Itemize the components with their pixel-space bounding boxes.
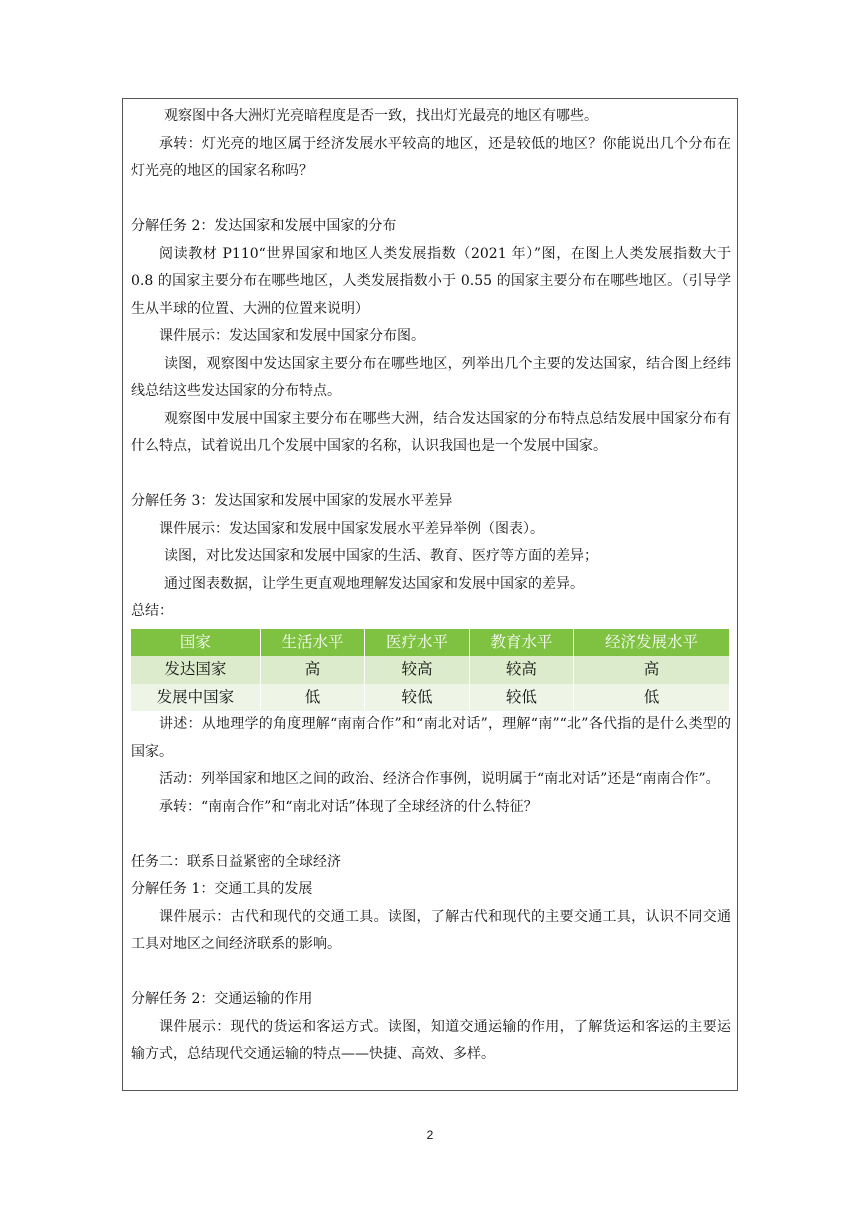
paragraph-task2-reading: 阅读教材 P110“世界国家和地区人类发展指数（2021 年）”图，在图上人类发展指数大于 0.8 的国家主要分布在哪些地区，人类发展指数小于 0.55 的国家主要分布在哪些地区。（引导学生从半球的位置、大洲的位置来说明） — [131, 245, 731, 317]
heading-task-2: 分解任务 2：发达国家和发展中国家的分布 — [131, 218, 397, 234]
paragraph-observe-lights: 观察图中各大洲灯光亮暗程度是否一致，找出灯光最亮的地区有哪些。 — [164, 108, 598, 124]
page-number: 2 — [426, 1128, 434, 1142]
table-cell: 低 — [574, 684, 730, 712]
table-header-cell: 国家 — [131, 629, 260, 657]
table-cell: 较高 — [469, 656, 573, 684]
paragraph-task3-data: 通过图表数据，让学生更直观地理解发达国家和发展中国家的差异。 — [164, 575, 584, 592]
table-header-row — [131, 629, 730, 657]
paragraph-transition-2: 承转：“南南合作”和“南北对话”体现了全球经济的什么特征？ — [159, 798, 538, 815]
paragraph-task2-courseware: 课件展示：发达国家和发展中国家分布图。 — [159, 328, 425, 344]
summary-table — [131, 629, 730, 712]
paragraph-subtask-2: 课件展示：现代的货运和客运方式。读图，知道交通运输的作用，了解货运和客运的主要运输方式，总结现代交通运输的特点——快捷、高效、多样。 — [131, 1018, 731, 1062]
heading-task-3: 分解任务 3：发达国家和发展中国家的发展水平差异 — [131, 493, 453, 509]
table-row — [131, 684, 730, 712]
summary-label: 总结： — [131, 603, 173, 619]
table-cell: 发达国家 — [131, 656, 260, 684]
heading-subtask-1: 分解任务 1：交通工具的发展 — [131, 881, 313, 897]
table-cell: 较低 — [469, 684, 573, 712]
table-header-cell: 经济发展水平 — [574, 629, 730, 657]
document-body — [131, 103, 731, 1069]
table-cell: 高 — [260, 656, 364, 684]
table-cell: 较低 — [365, 684, 469, 712]
table-cell: 高 — [574, 656, 730, 684]
paragraph-explain-south-north: 讲述：从地理学的角度理解“南南合作”和“南北对话”，理解“南”“北”各代指的是什么类型的国家。 — [131, 716, 731, 760]
table-cell: 较高 — [365, 656, 469, 684]
paragraph-subtask-1: 课件展示：古代和现代的交通工具。读图，了解古代和现代的主要交通工具，认识不同交通工具对地区之间经济联系的影响。 — [131, 908, 731, 952]
paragraph-task3-compare: 读图，对比发达国家和发展中国家的生活、教育、医疗等方面的差异； — [164, 548, 598, 564]
table-cell: 低 — [260, 684, 364, 712]
table-header-cell: 教育水平 — [469, 629, 573, 657]
paragraph-activity: 活动：列举国家和地区之间的政治、经济合作事例，说明属于“南北对话”还是“南南合作”。 — [159, 771, 720, 787]
heading-part-2: 任务二：联系日益紧密的全球经济 — [131, 853, 341, 870]
table-header-cell: 生活水平 — [260, 629, 364, 657]
paragraph-task2-developed: 读图，观察图中发达国家主要分布在哪些地区，列举出几个主要的发达国家，结合图上经纬线总结这些发达国家的分布特点。 — [131, 355, 731, 399]
table-row — [131, 656, 730, 684]
table-header-cell: 医疗水平 — [365, 629, 469, 657]
table-cell: 发展中国家 — [131, 684, 260, 712]
heading-subtask-2: 分解任务 2：交通运输的作用 — [131, 991, 313, 1007]
paragraph-task2-developing: 观察图中发展中国家主要分布在哪些大洲，结合发达国家的分布特点总结发展中国家分布有什么特点，试着说出几个发展中国家的名称，认识我国也是一个发展中国家。 — [131, 410, 731, 454]
paragraph-transition-1: 承转：灯光亮的地区属于经济发展水平较高的地区，还是较低的地区？你能说出几个分布在灯光亮的地区的国家名称吗？ — [131, 135, 731, 179]
paragraph-task3-courseware: 课件展示：发达国家和发展中国家发展水平差异举例（图表）。 — [159, 520, 544, 537]
